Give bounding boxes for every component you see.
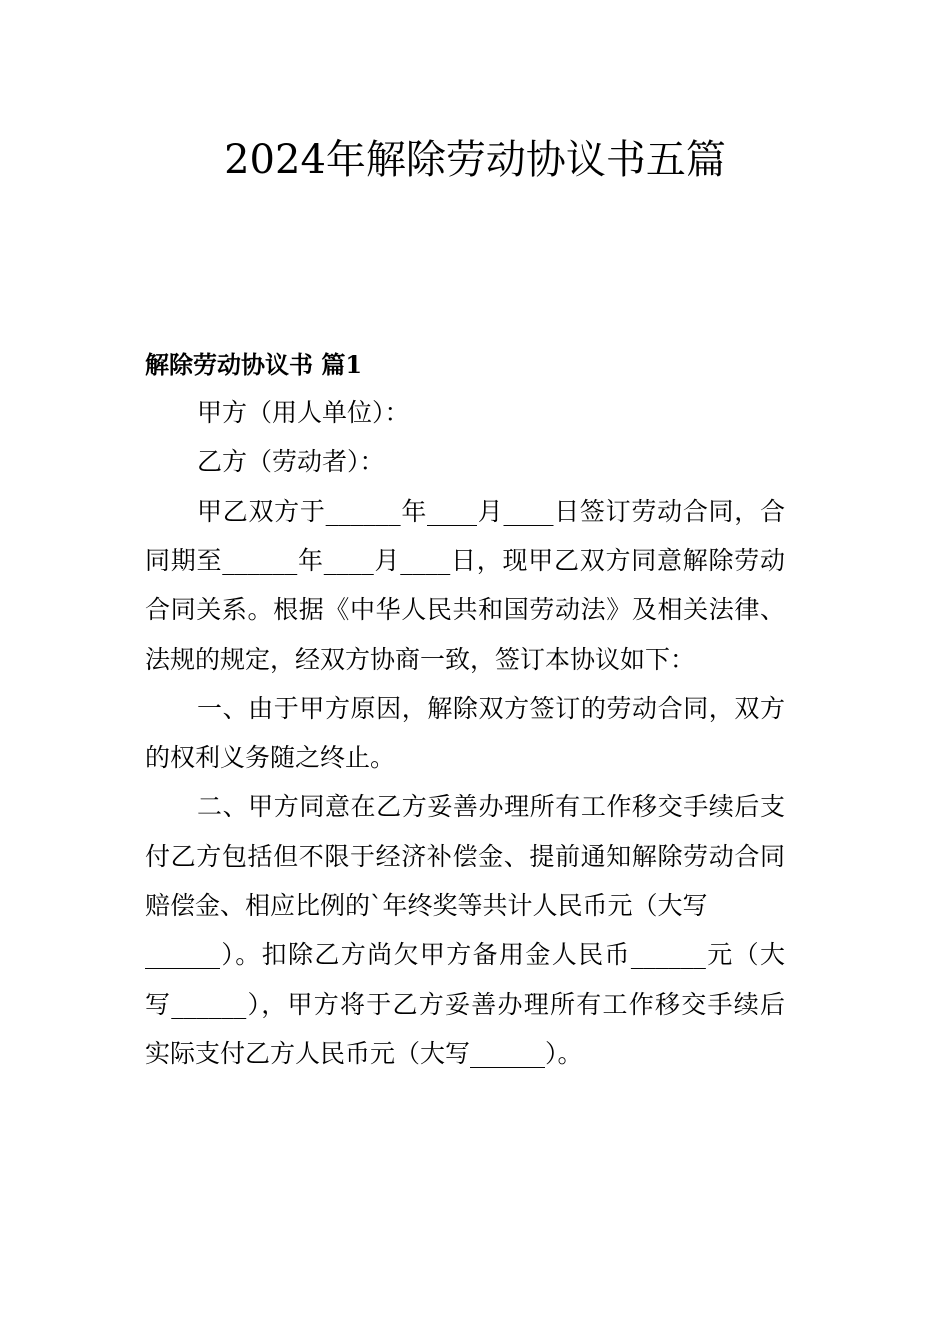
document-title: 2024年解除劳动协议书五篇 (224, 137, 726, 183)
body-text-line: 甲方（用人单位）： (197, 398, 410, 427)
body-text-line: 甲乙双方于______年____月____日签订劳动合同，合 (197, 496, 785, 526)
body-text-line: 法规的规定，经双方协商一致，签订本协议如下： (145, 644, 696, 674)
body-text-line: 付乙方包括但不限于经济补偿金、提前通知解除劳动合同 (145, 841, 785, 871)
body-text-line: 写______），甲方将于乙方妥善办理所有工作移交手续后 (145, 989, 785, 1019)
body-text-line: 赔偿金、相应比例的`年终奖等共计人民币元（大写 (145, 891, 708, 920)
body-text-line: 合同关系。根据《中华人民共和国劳动法》及相关法律、 (145, 595, 785, 625)
section-heading: 解除劳动协议书 篇1 (145, 350, 363, 379)
body-text-line: 实际支付乙方人民币元（大写______）。 (145, 1038, 583, 1068)
body-text-line: 一、由于甲方原因，解除双方签订的劳动合同，双方 (197, 693, 785, 723)
body-text-line: 的权利义务随之终止。 (145, 743, 396, 773)
body-text-line: ______）。扣除乙方尚欠甲方备用金人民币______元（大 (145, 940, 785, 970)
body-text-line: 二、甲方同意在乙方妥善办理所有工作移交手续后支 (197, 792, 785, 822)
body-text-line: 同期至______年____月____日，现甲乙双方同意解除劳动 (145, 545, 785, 575)
body-text-line: 乙方（劳动者）： (197, 447, 385, 477)
